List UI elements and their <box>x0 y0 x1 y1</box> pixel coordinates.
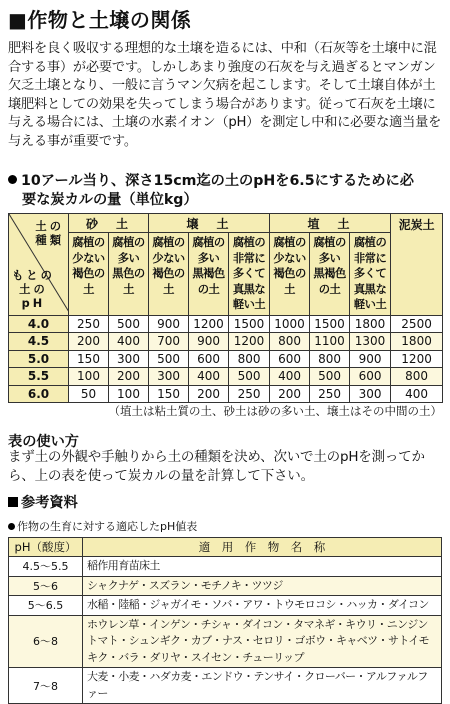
value-cell: 1800 <box>350 315 391 333</box>
header-crop: 適 用 作 物 名 称 <box>83 538 442 557</box>
value-cell: 500 <box>229 368 270 386</box>
value-cell: 400 <box>189 368 229 386</box>
value-cell: 800 <box>270 333 310 351</box>
value-cell: 400 <box>270 368 310 386</box>
table-row <box>9 333 443 351</box>
row-ph-cell: 6.0 <box>9 385 69 403</box>
table-row <box>9 315 443 333</box>
value-cell: 1100 <box>310 333 350 351</box>
table-row <box>9 615 442 668</box>
value-cell: 200 <box>69 333 109 351</box>
table-corner-cell <box>9 214 69 316</box>
value-cell: 2500 <box>391 315 443 333</box>
table-row <box>9 596 442 616</box>
table-row <box>9 668 442 704</box>
value-cell: 900 <box>149 315 189 333</box>
ph-range-cell: 6〜8 <box>9 615 83 668</box>
subheader-cell: 腐植の 少ない 褐色の 土 <box>270 233 310 316</box>
row-ph-cell: 4.5 <box>9 333 69 351</box>
ph-range-cell: 7〜8 <box>9 668 83 704</box>
group-header-loam: 壌 土 <box>149 214 270 233</box>
page-title: ■作物と土壌の関係 <box>8 8 192 32</box>
value-cell: 1500 <box>229 315 270 333</box>
row-ph-cell: 4.0 <box>9 315 69 333</box>
value-cell: 400 <box>391 385 443 403</box>
value-cell: 800 <box>229 350 270 368</box>
value-cell: 50 <box>69 385 109 403</box>
value-cell: 300 <box>149 368 189 386</box>
group-header-clay: 埴 土 <box>270 214 391 233</box>
value-cell: 1200 <box>189 315 229 333</box>
subheader-cell: 腐植の 少ない 褐色の 土 <box>149 233 189 316</box>
ph-range-cell: 4.5〜5.5 <box>9 557 83 577</box>
ph-range-cell: 5〜6.5 <box>9 596 83 616</box>
value-cell: 100 <box>69 368 109 386</box>
value-cell: 400 <box>109 333 149 351</box>
value-cell: 1000 <box>270 315 310 333</box>
subheader-cell: 腐植の 多い 黒色の 土 <box>109 233 149 316</box>
value-cell: 1200 <box>391 350 443 368</box>
intro-paragraph: 肥料を良く吸収する理想的な土壌を造るには、中和（石灰等を土壌中に混合する事）が必要です。しかしあまり強度の石灰を与え過ぎるとマンガン欠乏土壌となり、一般に言うマン欠病を起こします。そして土壌自体が土壌肥料としての効果を失ってしまう場合があります。従って石灰を土壌に与える場合には、土壌の水素イオン（pH）を測定し中和に必要な適当量を与える事が重要です。 <box>8 41 442 149</box>
crop-ph-table <box>8 537 442 704</box>
row-ph-cell: 5.5 <box>9 368 69 386</box>
value-cell: 300 <box>350 385 391 403</box>
table-row <box>9 576 442 596</box>
value-cell: 900 <box>350 350 391 368</box>
value-cell: 200 <box>109 368 149 386</box>
bullet-icon <box>8 523 15 530</box>
value-cell: 100 <box>109 385 149 403</box>
crop-names-cell: 水稲・陸稲・ジャガイモ・ソバ・アワ・トウモロコシ・ハッカ・ダイコン <box>83 596 442 616</box>
table-row <box>9 350 443 368</box>
value-cell: 600 <box>270 350 310 368</box>
subheader-cell: 腐植の 少ない 褐色の 土 <box>69 233 109 316</box>
reference-caption: 作物の生育に対する適応したpH値表 <box>8 518 197 534</box>
row-ph-cell: 5.0 <box>9 350 69 368</box>
value-cell: 800 <box>310 350 350 368</box>
value-cell: 150 <box>69 350 109 368</box>
value-cell: 500 <box>310 368 350 386</box>
soil-note: （埴土は粘土質の土、砂土は砂の多い土、壌土はその中間の土） <box>108 404 442 418</box>
crop-names-cell: シャクナゲ・スズラン・モチノキ・ツツジ <box>83 576 442 596</box>
value-cell: 1800 <box>391 333 443 351</box>
value-cell: 250 <box>229 385 270 403</box>
lime-table-body <box>9 315 443 403</box>
value-cell: 500 <box>109 315 149 333</box>
value-cell: 250 <box>310 385 350 403</box>
crop-table-body <box>9 557 442 704</box>
value-cell: 600 <box>189 350 229 368</box>
value-cell: 900 <box>189 333 229 351</box>
value-cell: 500 <box>149 350 189 368</box>
corner-ph-label: もとの 土の pH <box>12 268 55 310</box>
square-bullet-icon <box>8 497 18 507</box>
ph-range-cell: 5〜6 <box>9 576 83 596</box>
value-cell: 600 <box>350 368 391 386</box>
subheader-cell: 腐植の 非常に 多くて 真黒な 軽い土 <box>229 233 270 316</box>
value-cell: 1200 <box>229 333 270 351</box>
lime-amount-table <box>8 213 443 403</box>
value-cell: 200 <box>270 385 310 403</box>
usage-text: まず土の外観や手触りから土の種類を決め、次いで土のpHを測ってから、上の表を使って炭カルの量を計算して下さい。 <box>8 449 425 484</box>
table-row <box>9 557 442 577</box>
usage-title: 表の使い方 <box>8 434 79 450</box>
table-row <box>9 385 443 403</box>
value-cell: 250 <box>69 315 109 333</box>
crop-names-cell: 大麦・小麦・ハダカ麦・エンドウ・テンサイ・クローバー・アルファルファー <box>83 668 442 704</box>
lime-table-title: 10アール当り、深さ15cm迄の土のpHを6.5にするために必 要な炭カルの量（単位kg） <box>8 172 444 210</box>
subheader-cell: 腐植の 多い 黒褐色 の土 <box>189 233 229 316</box>
value-cell: 1500 <box>310 315 350 333</box>
bullet-icon <box>8 175 17 184</box>
value-cell: 1300 <box>350 333 391 351</box>
group-header-sand: 砂 土 <box>69 214 149 233</box>
group-header-peat: 泥炭土 <box>391 214 443 316</box>
value-cell: 300 <box>109 350 149 368</box>
table-row <box>9 368 443 386</box>
subheader-cell: 腐植の 多い 黒褐色 の土 <box>310 233 350 316</box>
subheader-cell: 腐植の 非常に 多くて 真黒な 軽い土 <box>350 233 391 316</box>
crop-names-cell: ホウレン草・インゲン・チシャ・ダイコン・タマネギ・キウリ・ニンジン トマト・シュンギク・カブ・ナス・セロリ・ゴボウ・キャベツ・サトイモ キク・バラ・ダリヤ・スイセン・チューリップ <box>83 615 442 668</box>
crop-names-cell: 稲作用育苗床土 <box>83 557 442 577</box>
value-cell: 800 <box>391 368 443 386</box>
value-cell: 700 <box>149 333 189 351</box>
corner-soil-type-label: 土の 種類 <box>35 220 64 247</box>
reference-title: 参考資料 <box>8 492 78 512</box>
value-cell: 150 <box>149 385 189 403</box>
header-ph: pH（酸度） <box>9 538 83 557</box>
value-cell: 200 <box>189 385 229 403</box>
